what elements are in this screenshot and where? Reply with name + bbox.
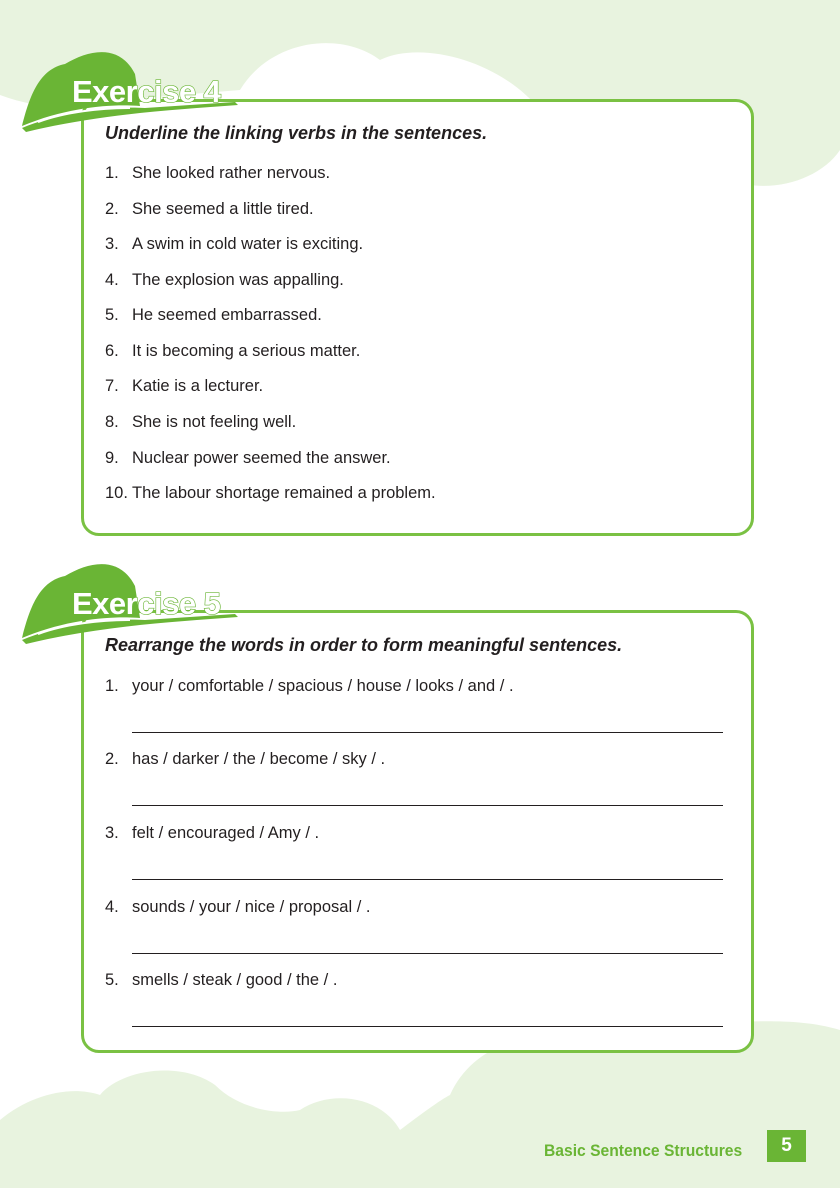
exercise-5-instruction: Rearrange the words in order to form meaningful sentences. <box>105 635 623 655</box>
exercise-4-item <box>105 306 322 325</box>
item-number: 3. <box>105 824 119 842</box>
item-number: 5. <box>105 306 119 324</box>
item-text: She seemed a little tired. <box>132 200 314 218</box>
exercise-5-badge <box>20 556 250 646</box>
item-number: 4. <box>105 898 119 916</box>
answer-line[interactable] <box>132 879 723 880</box>
item-number: 10. <box>105 484 128 502</box>
item-text: Nuclear power seemed the answer. <box>132 449 391 467</box>
item-text: sounds / your / nice / proposal / . <box>132 898 371 916</box>
item-text: has / darker / the / become / sky / . <box>132 750 386 768</box>
item-number: 2. <box>105 750 119 768</box>
item-text: Katie is a lecturer. <box>132 377 264 395</box>
answer-line[interactable] <box>132 805 723 806</box>
item-text: smells / steak / good / the / . <box>132 971 338 989</box>
item-text: A swim in cold water is exciting. <box>132 235 364 253</box>
exercise-4-item <box>105 235 363 254</box>
item-text: It is becoming a serious matter. <box>132 342 361 360</box>
item-text: your / comfortable / spacious / house / looks / and / . <box>132 677 514 695</box>
answer-line[interactable] <box>132 1026 723 1027</box>
item-number: 1. <box>105 677 119 695</box>
exercise-5-item <box>105 971 337 990</box>
item-text: He seemed embarrassed. <box>132 306 322 324</box>
item-number: 2. <box>105 200 119 218</box>
exercise-5-title: Exercise 5 <box>72 586 221 621</box>
exercise-4-item <box>105 342 360 361</box>
exercise-4-item <box>105 271 344 290</box>
item-number: 5. <box>105 971 119 989</box>
exercise-4-badge <box>20 44 250 134</box>
item-text: She looked rather nervous. <box>132 164 331 182</box>
item-number: 7. <box>105 377 119 395</box>
item-text: felt / encouraged / Amy / . <box>132 824 320 842</box>
exercise-4-item <box>105 449 391 468</box>
exercise-4-item <box>105 484 436 503</box>
exercise-5-item <box>105 898 370 917</box>
exercise-4-item <box>105 200 314 219</box>
exercise-5-item <box>105 677 514 696</box>
footer-title: Basic Sentence Structures <box>544 1141 743 1160</box>
answer-line[interactable] <box>132 732 723 733</box>
item-number: 8. <box>105 413 119 431</box>
item-text: She is not feeling well. <box>132 413 297 431</box>
item-text: The labour shortage remained a problem. <box>132 484 436 502</box>
item-number: 1. <box>105 164 119 182</box>
exercise-4-item <box>105 413 296 432</box>
item-number: 9. <box>105 449 119 467</box>
item-text: The explosion was appalling. <box>132 271 344 289</box>
exercise-5-item <box>105 750 385 769</box>
exercise-5-item <box>105 824 319 843</box>
item-number: 6. <box>105 342 119 360</box>
page-number: 5 <box>767 1130 806 1162</box>
exercise-4-item <box>105 164 330 183</box>
exercise-4-title: Exercise 4 <box>72 74 221 109</box>
exercise-4-instruction: Underline the linking verbs in the sentences. <box>105 123 488 143</box>
item-number: 4. <box>105 271 119 289</box>
exercise-4-item <box>105 377 263 396</box>
answer-line[interactable] <box>132 953 723 954</box>
item-number: 3. <box>105 235 119 253</box>
